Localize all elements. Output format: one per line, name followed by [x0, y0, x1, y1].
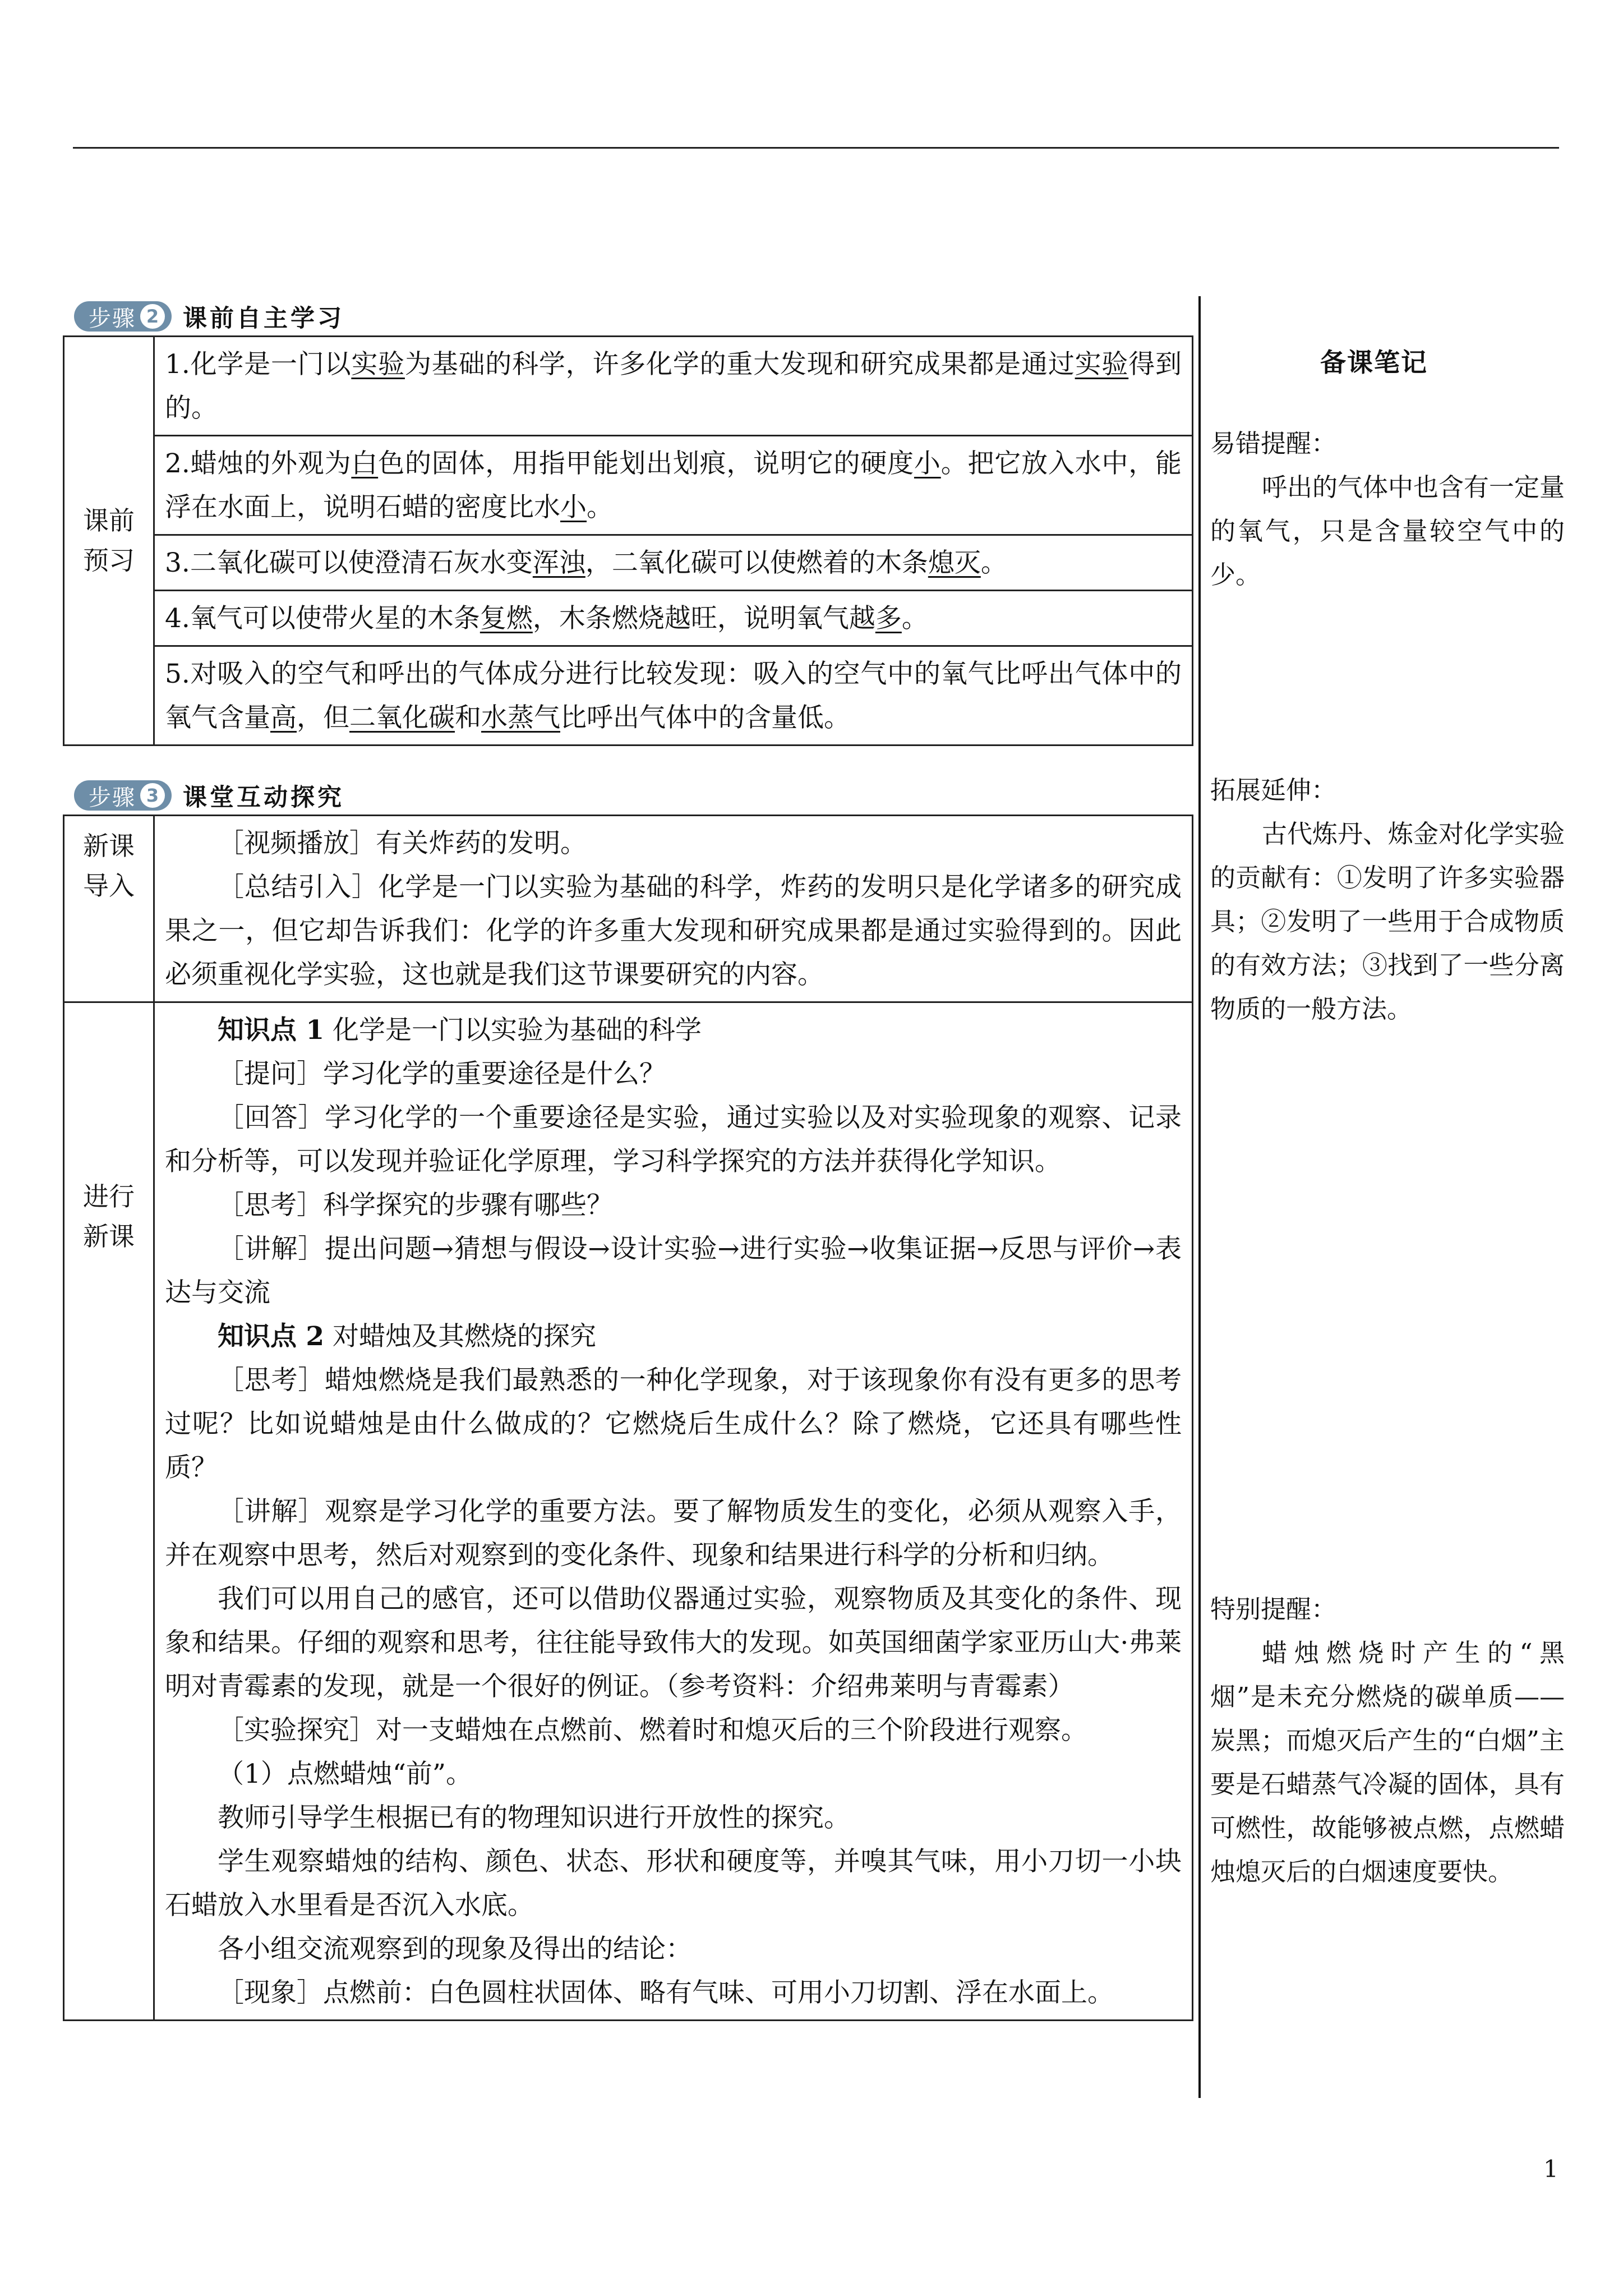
- intro-para: ［总结引入］化学是一门以实验为基础的科学，炸药的发明只是化学诸多的研究成果之一，但它却告诉我们：化学的许多重大发现和研究成果都是通过实验得到的。因此必须重视化学实验，这也就是我们这节课要研究的内容。: [165, 872, 1182, 990]
- main-para: ［实验探究］对一支蜡烛在点燃前、燃着时和熄灭后的三个阶段进行观察。: [218, 1715, 1087, 1746]
- intro-para: ［视频播放］有关炸药的发明。: [218, 828, 587, 859]
- preview-item-2: 2.蜡烛的外观为白色的固体，用指甲能划出划痕，说明它的硬度小。把它放入水中，能浮在水面上，说明石蜡的密度比水小。: [154, 436, 1193, 535]
- preview-item-4: 4.氧气可以使带火星的木条复燃，木条燃烧越旺，说明氧气越多。: [154, 591, 1193, 646]
- main-side-label: 进行 新课: [64, 1002, 154, 2021]
- note-body: 蜡烛燃烧时产生的“黑烟”是未充分燃烧的碳单质——炭黑；而熄灭后产生的“白烟”主要是石蜡蒸气冷凝的固体，具有可燃性，故能够被点燃，点燃蜡烛熄灭后的白烟速度要快。: [1210, 1638, 1565, 1887]
- note-heading: 特别提醒：: [1210, 1594, 1337, 1624]
- main-para: ［现象］点燃前：白色圆柱状固体、略有气味、可用小刀切割、浮在水面上。: [218, 1977, 1114, 2008]
- main-para: 我们可以用自己的感官，还可以借助仪器通过实验，观察物质及其变化的条件、现象和结果。仔细的观察和思考，往往能导致伟大的发现。如英国细菌学家亚历山大·弗莱明对青霉素的发现，就是一个很好的例证。（参考资料：介绍弗莱明与青霉素）: [165, 1584, 1182, 1702]
- note-body: 呼出的气体中也含有一定量的氧气，只是含量较空气中的少。: [1210, 472, 1565, 590]
- preview-item-3: 3.二氧化碳可以使澄清石灰水变浑浊，二氧化碳可以使燃着的木条熄灭。: [154, 535, 1193, 591]
- note-body: 古代炼丹、炼金对化学实验的贡献有：①发明了许多实验器具；②发明了一些用于合成物质的有效方法；③找到了一些分离物质的一般方法。: [1210, 819, 1565, 1024]
- note-special-reminder: [1210, 1588, 1565, 1894]
- main-content: [154, 1002, 1193, 2021]
- step2-title: 课前自主学习: [183, 304, 344, 333]
- main-para: （1）点燃蜡烛“前”。: [218, 1759, 472, 1789]
- knowledge-point-1: 知识点 1 化学是一门以实验为基础的科学: [218, 1015, 702, 1046]
- step3-number-icon: 3: [140, 783, 165, 808]
- top-rule: [73, 147, 1559, 149]
- preview-item-1: 1.化学是一门以实验为基础的科学，许多化学的重大发现和研究成果都是通过实验得到的。: [154, 337, 1193, 436]
- note-error-reminder: [1210, 422, 1565, 597]
- notes-divider: [1198, 296, 1201, 2098]
- main-para: 各小组交流观察到的现象及得出的结论：: [218, 1934, 692, 1964]
- main-para: ［提问］学习化学的重要途径是什么？: [218, 1059, 666, 1089]
- step3-label: 步骤: [89, 784, 136, 811]
- step3-title: 课堂互动探究: [183, 783, 344, 812]
- step3-badge: [74, 780, 172, 811]
- step2-number-icon: 2: [140, 304, 165, 329]
- step2-label: 步骤: [89, 305, 136, 332]
- main-para: ［讲解］提出问题→猜想与假设→设计实验→进行实验→收集证据→反思与评价→表达与交流: [165, 1234, 1182, 1308]
- step2-header: [74, 298, 344, 334]
- main-para: ［回答］学习化学的一个重要途径是实验，通过实验以及对实验现象的观察、记录和分析等，可以发现并验证化学原理，学习科学探究的方法并获得化学知识。: [165, 1102, 1182, 1177]
- intro-side-label: 新课 导入: [64, 816, 154, 1002]
- classroom-table: [63, 815, 1193, 2021]
- note-extension: [1210, 769, 1565, 1031]
- note-heading: 易错提醒：: [1210, 429, 1337, 458]
- intro-content: [154, 816, 1193, 1002]
- preview-table: [63, 335, 1193, 746]
- main-para: ［思考］蜡烛燃烧是我们最熟悉的一种化学现象，对于该现象你有没有更多的思考过呢？比如说蜡烛是由什么做成的？它燃烧后生成什么？除了燃烧，它还具有哪些性质？: [165, 1365, 1182, 1483]
- main-para: ［思考］科学探究的步骤有哪些？: [218, 1190, 613, 1221]
- step3-header: [74, 777, 344, 813]
- notes-title: 备课笔记: [1320, 347, 1428, 378]
- main-para: ［讲解］观察是学习化学的重要方法。要了解物质发生的变化，必须从观察入手，并在观察中思考，然后对观察到的变化条件、现象和结果进行科学的分析和归纳。: [165, 1496, 1182, 1571]
- page-number: 1: [1543, 2155, 1559, 2183]
- preview-side-label: 课前 预习: [64, 337, 154, 746]
- step2-badge: [74, 301, 172, 332]
- note-heading: 拓展延伸：: [1210, 775, 1337, 805]
- knowledge-point-2: 知识点 2 对蜡烛及其燃烧的探究: [218, 1321, 597, 1352]
- main-para: 教师引导学生根据已有的物理知识进行开放性的探究。: [218, 1802, 850, 1833]
- preview-item-5: 5.对吸入的空气和呼出的气体成分进行比较发现：吸入的空气中的氧气比呼出气体中的氧气含量高，但二氧化碳和水蒸气比呼出气体中的含量低。: [154, 646, 1193, 746]
- main-para: 学生观察蜡烛的结构、颜色、状态、形状和硬度等，并嗅其气味，用小刀切一小块石蜡放入水里看是否沉入水底。: [165, 1846, 1182, 1921]
